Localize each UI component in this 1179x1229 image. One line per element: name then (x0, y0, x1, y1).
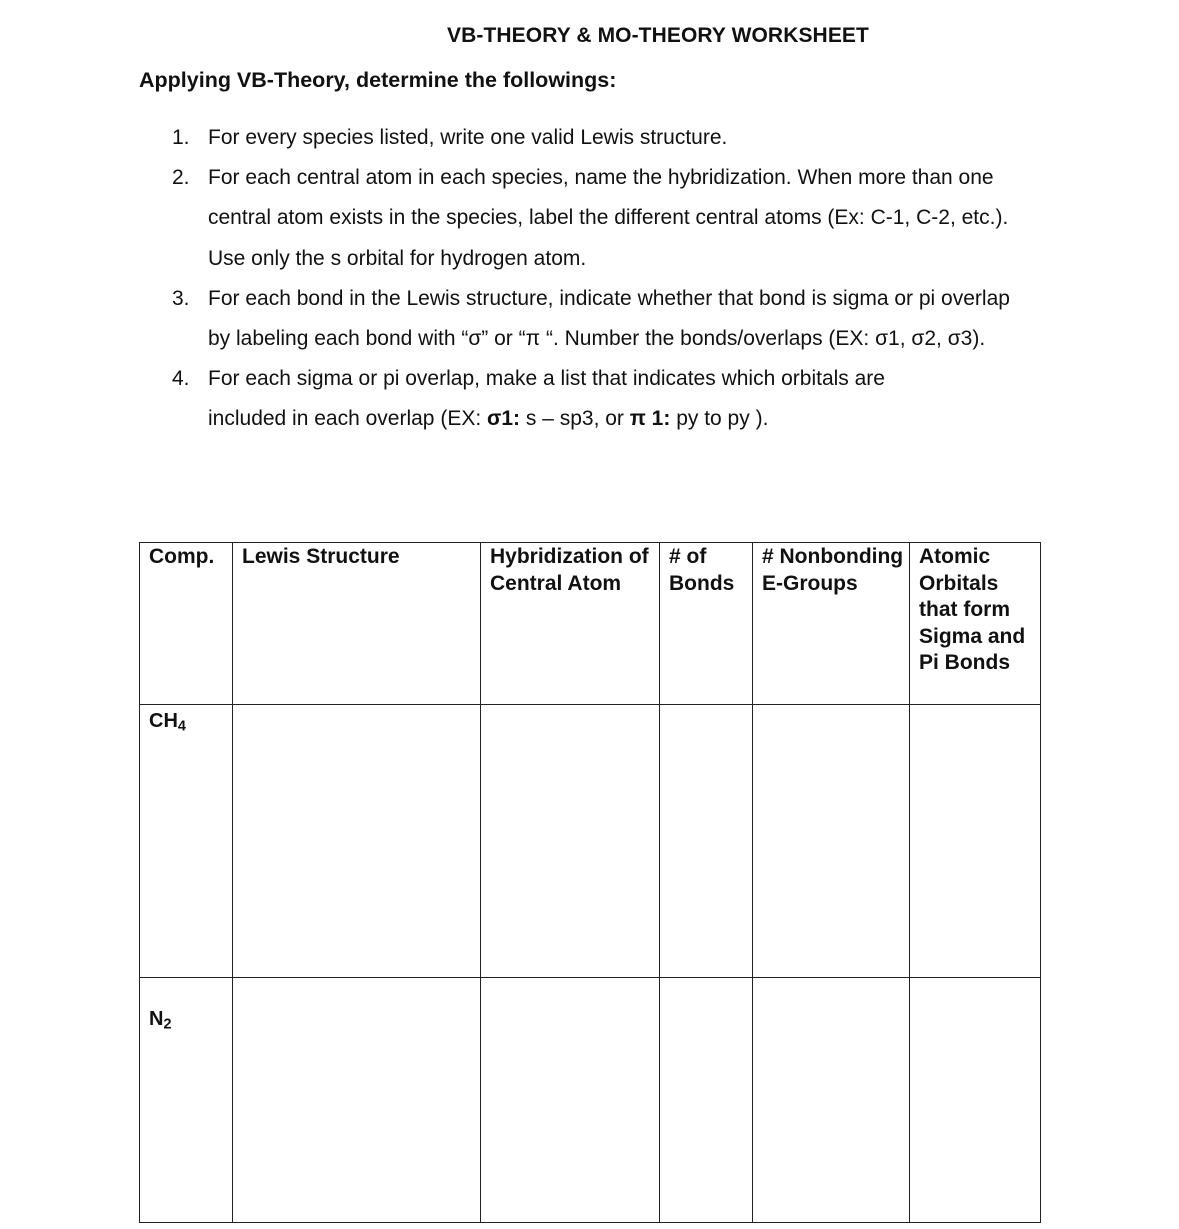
bonds-cell[interactable] (660, 705, 753, 978)
instruction-number: 4. (172, 367, 190, 391)
header-nonbonding-groups: # Nonbonding E-Groups (753, 543, 910, 705)
orbitals-cell[interactable] (910, 705, 1041, 978)
compound-formula-subscript: 4 (177, 718, 186, 735)
instruction-text: For every species listed, write one valid Lewis structure. (208, 126, 728, 149)
nonbonding-cell[interactable] (753, 978, 910, 1223)
worksheet-table (139, 542, 1041, 1223)
orbitals-cell[interactable] (910, 978, 1041, 1223)
instruction-number: 1. (172, 126, 190, 149)
nonbonding-cell[interactable] (753, 705, 910, 978)
header-comp: Comp. (140, 543, 233, 705)
worksheet-subtitle: Applying VB-Theory, determine the followings: (139, 68, 617, 92)
example-sigma-text: s – sp3, or (520, 407, 630, 431)
lewis-structure-cell[interactable] (233, 705, 481, 978)
header-atomic-orbitals: Atomic Orbitals that form Sigma and Pi Bonds (910, 543, 1041, 705)
header-num-bonds: # of Bonds (660, 543, 753, 705)
instruction-text: For each bond in the Lewis structure, indicate whether that bond is sigma or pi overlap by labeling each bond with “σ” or “π “. Number the bonds/overlaps (EX: σ1, σ2, σ3). (208, 286, 1010, 351)
bonds-cell[interactable] (660, 978, 753, 1223)
instruction-number: 2. (172, 166, 190, 190)
instruction-text-part: For each sigma or pi overlap, make a list that indicates which orbitals are included in each overlap (EX: (208, 367, 885, 431)
instruction-item (172, 279, 1052, 359)
header-hybridization: Hybridization of Central Atom (481, 543, 660, 705)
header-lewis-structure: Lewis Structure (233, 543, 481, 705)
instruction-item (172, 158, 1052, 279)
hybridization-cell[interactable] (481, 978, 660, 1223)
page-title: VB-THEORY & MO-THEORY WORKSHEET (447, 24, 869, 47)
example-pi-text: py to py ). (670, 407, 769, 431)
compound-cell (140, 705, 233, 978)
lewis-structure-cell[interactable] (233, 978, 481, 1223)
compound-formula-main: N (149, 1008, 164, 1030)
table-row (140, 978, 1041, 1223)
example-sigma-label: σ1: (487, 407, 521, 431)
example-pi-label: π 1: (629, 407, 671, 431)
compound-formula-subscript: 2 (163, 1016, 172, 1033)
compound-cell (140, 978, 233, 1223)
hybridization-cell[interactable] (481, 705, 660, 978)
instruction-item (172, 118, 1052, 158)
instruction-number: 3. (172, 286, 190, 310)
instruction-list (172, 118, 1052, 440)
instruction-item (172, 359, 1052, 439)
instruction-text: For each central atom in each species, name the hybridization. When more than one central atom exists in the species, label the different central atoms (Ex: C-1, C-2, etc.). Use only the s orbital for hydrogen atom. (208, 166, 1009, 270)
compound-formula-main: CH (149, 710, 178, 732)
instruction-text (208, 359, 968, 439)
table-header-row (140, 543, 1041, 705)
table-row (140, 705, 1041, 978)
